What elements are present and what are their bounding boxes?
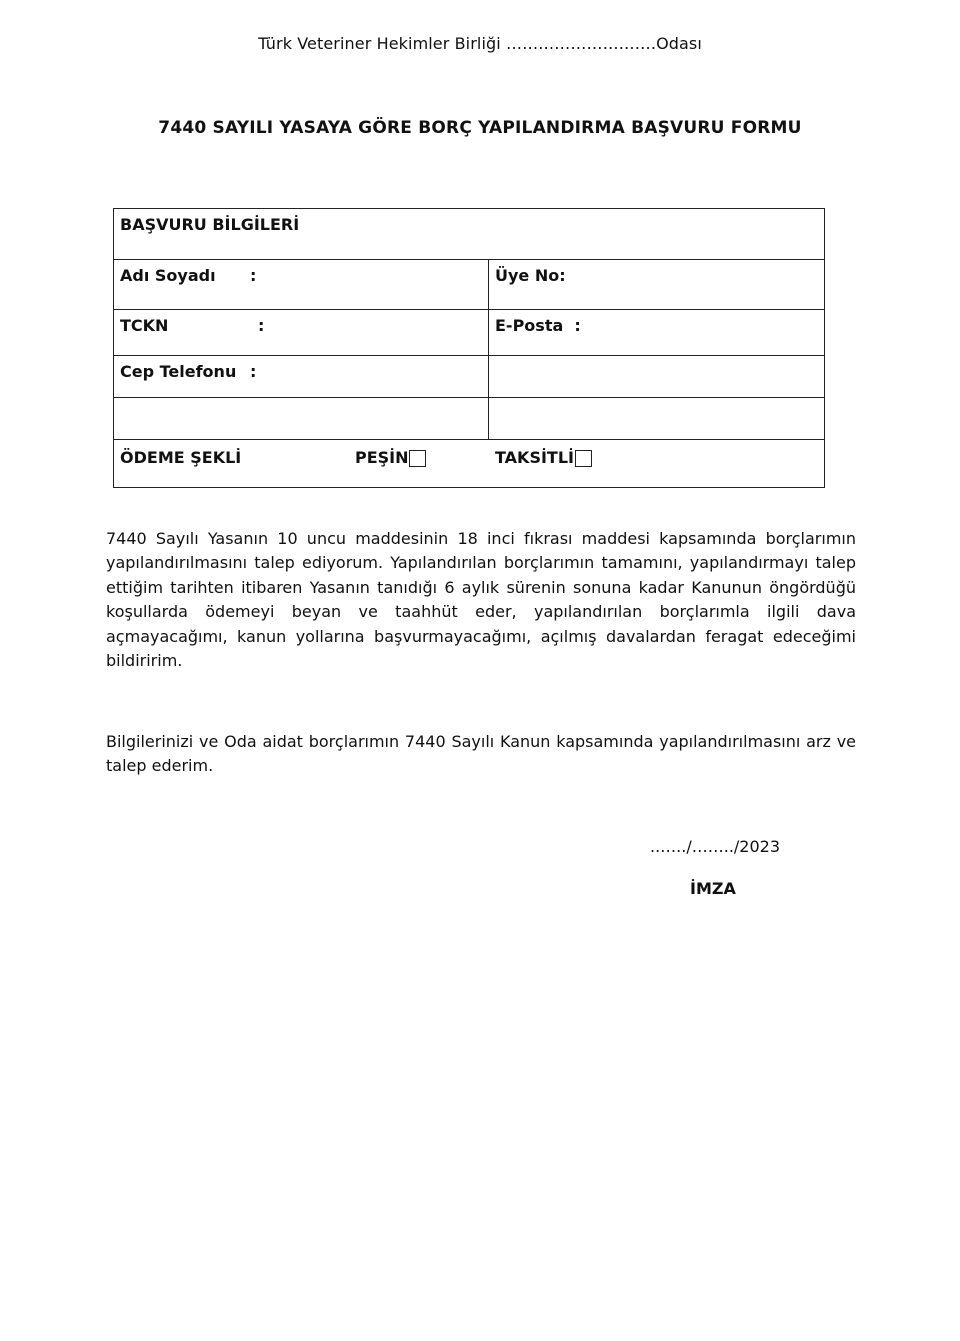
member-no-label: Üye No: bbox=[495, 266, 566, 285]
section-title-cell bbox=[114, 209, 824, 259]
section-title: BAŞVURU BİLGİLERİ bbox=[120, 215, 300, 234]
payment-method-label: ÖDEME ŞEKLİ bbox=[120, 448, 242, 467]
empty-cell[interactable] bbox=[114, 398, 489, 439]
declaration-paragraph: 7440 Sayılı Yasanın 10 uncu maddesinin 18 inci fıkrası maddesi kapsamında borçlarımın yapılandırılmasını talep ediyorum. Yapılandırılan borçlarımın tamamını, yapılandırmayı talep ettiğim tarihten itibaren Yasanın tanıdığı 6 aylık sürenin sonuna kadar Kanunun öngördüğü koşullarda ödemeyi beyan ve taahhüt eder, yapılandırılan borçlarımla ilgili dava açmayacağımı, kanun yollarına başvurmayacağımı, açılmış davalardan feragat edeceğimi bildiririm. bbox=[106, 529, 856, 671]
blank-row bbox=[114, 398, 824, 440]
application-info-table bbox=[113, 208, 825, 488]
date-line: ..…../……../2023 bbox=[650, 837, 781, 856]
tckn-label: TCKN bbox=[120, 316, 169, 335]
email-label: E-Posta : bbox=[495, 316, 581, 335]
name-field[interactable] bbox=[114, 260, 489, 309]
phone-row bbox=[114, 356, 824, 398]
form-title: 7440 SAYILI YASAYA GÖRE BORÇ YAPILANDIRMA BAŞVURU FORMU bbox=[158, 118, 802, 138]
phone-field[interactable] bbox=[114, 356, 489, 397]
email-field[interactable] bbox=[489, 310, 824, 355]
tckn-email-row bbox=[114, 310, 824, 356]
signature-label: İMZA bbox=[690, 879, 736, 898]
payment-method-cell bbox=[114, 440, 824, 487]
name-label: Adı Soyadı bbox=[120, 266, 216, 285]
tckn-colon: : bbox=[258, 316, 265, 335]
name-member-row bbox=[114, 260, 824, 310]
cash-checkbox[interactable] bbox=[409, 450, 426, 467]
name-colon: : bbox=[250, 266, 257, 285]
organization-header: Türk Veteriner Hekimler Birliği ……………………….Odası bbox=[258, 34, 702, 53]
phone-label: Cep Telefonu bbox=[120, 362, 237, 381]
request-paragraph: Bilgilerinizi ve Oda aidat borçlarımın 7440 Sayılı Kanun kapsamında yapılandırılmasını arz ve talep ederim. bbox=[106, 732, 856, 776]
tckn-field[interactable] bbox=[114, 310, 489, 355]
phone-colon: : bbox=[250, 362, 257, 381]
cash-option-label: PEŞİN bbox=[355, 448, 409, 467]
member-no-field[interactable] bbox=[489, 260, 824, 309]
empty-cell[interactable] bbox=[489, 398, 824, 439]
payment-method-row bbox=[114, 440, 824, 487]
empty-cell[interactable] bbox=[489, 356, 824, 397]
installment-option-label: TAKSİTLİ bbox=[495, 448, 574, 467]
installment-checkbox[interactable] bbox=[575, 450, 592, 467]
section-title-row bbox=[114, 209, 824, 260]
